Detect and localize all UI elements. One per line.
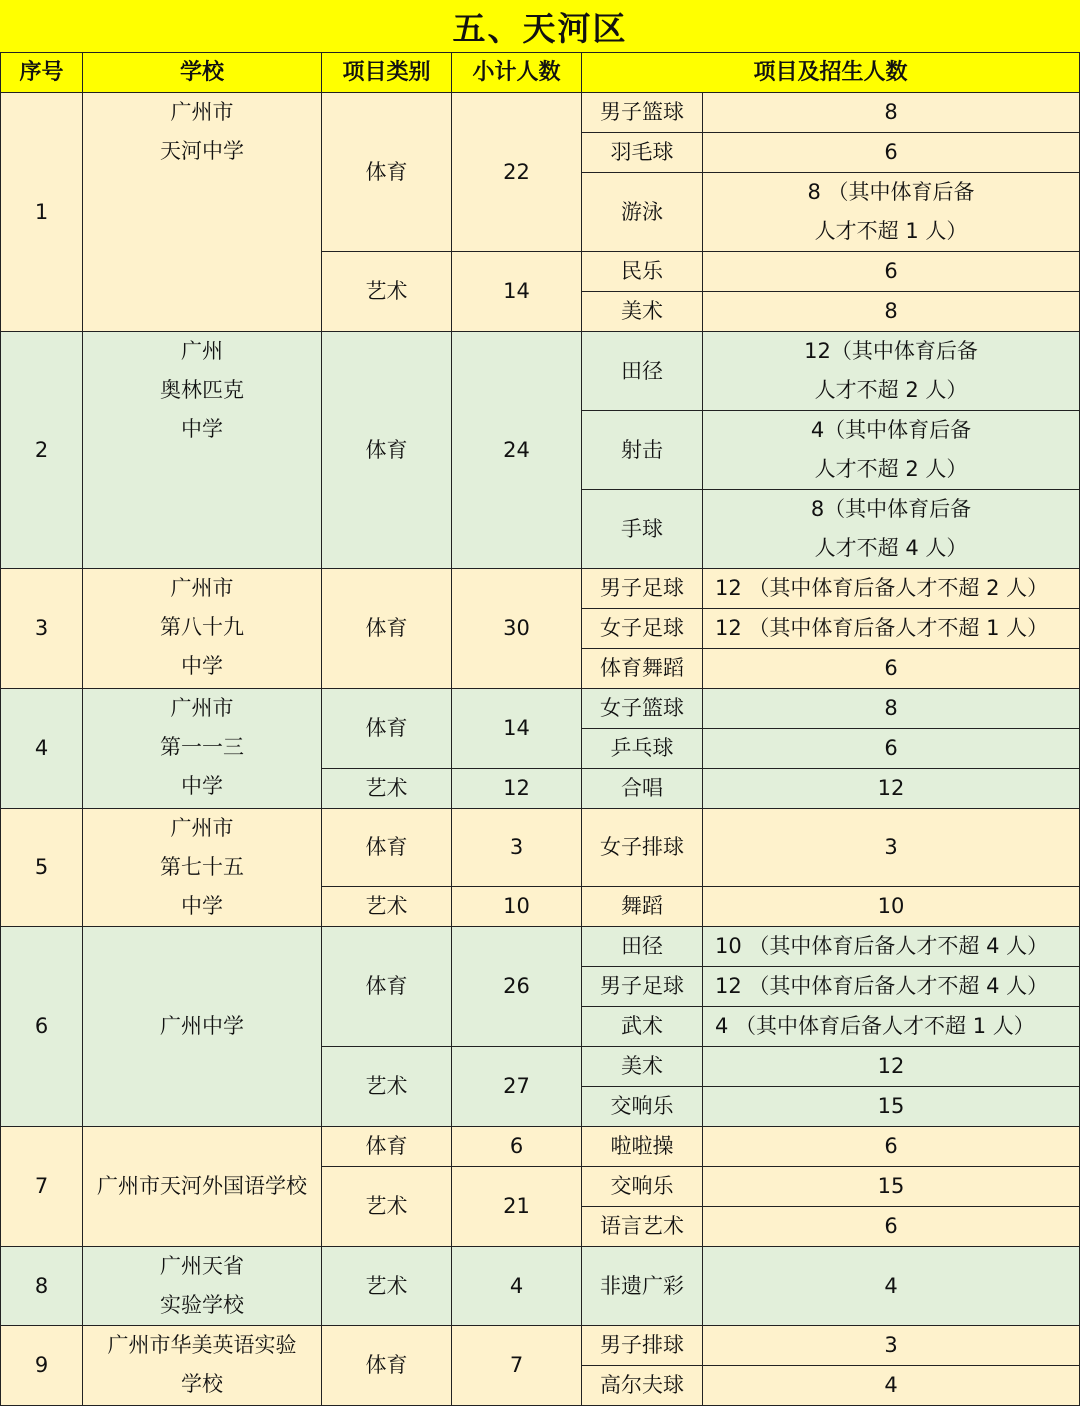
detail-line: 3	[884, 835, 898, 859]
seq-cell: 1	[1, 93, 83, 332]
school-name-line: 第一一三	[160, 735, 244, 759]
seq-cell: 5	[1, 809, 83, 927]
category-cell: 艺术	[322, 1047, 452, 1127]
detail-cell	[703, 252, 1080, 292]
detail-line: 12（其中体育后备	[804, 339, 978, 363]
detail-cell	[703, 649, 1080, 689]
project-cell: 男子排球	[582, 1326, 703, 1366]
detail-line: 12	[877, 1054, 905, 1078]
detail-cell	[703, 1087, 1080, 1127]
detail-line: 10 （其中体育后备人才不超 4 人）	[715, 934, 1049, 958]
seq-cell: 8	[1, 1247, 83, 1326]
detail-line: 4（其中体育后备	[810, 418, 972, 442]
project-cell: 美术	[582, 1047, 703, 1087]
subtotal-cell: 21	[452, 1167, 582, 1247]
subtotal-cell: 6	[452, 1127, 582, 1167]
detail-cell	[703, 887, 1080, 927]
detail-cell	[703, 292, 1080, 332]
enrollment-table	[0, 52, 1080, 1406]
subtotal-cell: 7	[452, 1326, 582, 1406]
header-category: 项目类别	[322, 53, 452, 93]
school-cell	[83, 569, 322, 689]
project-cell: 高尔夫球	[582, 1366, 703, 1406]
subtotal-cell: 12	[452, 769, 582, 809]
school-name-line: 中学	[181, 417, 223, 441]
table-body	[1, 93, 1080, 1406]
school-name-line: 广州市	[170, 576, 234, 600]
category-cell: 艺术	[322, 1167, 452, 1247]
project-cell: 男子篮球	[582, 93, 703, 133]
detail-cell	[703, 332, 1080, 411]
project-cell: 女子足球	[582, 609, 703, 649]
table-row	[1, 927, 1080, 967]
detail-line: 12 （其中体育后备人才不超 4 人）	[715, 974, 1049, 998]
detail-cell	[703, 927, 1080, 967]
category-cell: 艺术	[322, 887, 452, 927]
school-cell	[83, 1127, 322, 1247]
project-cell: 啦啦操	[582, 1127, 703, 1167]
school-name-line: 实验学校	[160, 1293, 244, 1317]
header-subtotal: 小计人数	[452, 53, 582, 93]
category-cell: 体育	[322, 927, 452, 1047]
detail-cell	[703, 1207, 1080, 1247]
detail-line: 10	[877, 894, 905, 918]
category-cell: 体育	[322, 332, 452, 569]
subtotal-cell: 10	[452, 887, 582, 927]
table-row	[1, 569, 1080, 609]
detail-cell	[703, 490, 1080, 569]
header-row	[1, 53, 1080, 93]
project-cell: 交响乐	[582, 1167, 703, 1207]
school-name-line: 广州市	[170, 696, 234, 720]
subtotal-cell: 4	[452, 1247, 582, 1326]
school-cell	[83, 1247, 322, 1326]
detail-cell	[703, 609, 1080, 649]
subtotal-cell: 22	[452, 93, 582, 252]
project-cell: 民乐	[582, 252, 703, 292]
detail-cell	[703, 769, 1080, 809]
category-cell: 艺术	[322, 769, 452, 809]
detail-cell	[703, 569, 1080, 609]
project-cell: 田径	[582, 332, 703, 411]
detail-cell	[703, 1007, 1080, 1047]
detail-line: 6	[884, 736, 898, 760]
category-cell: 艺术	[322, 252, 452, 332]
project-cell: 女子排球	[582, 809, 703, 887]
category-cell: 体育	[322, 1127, 452, 1167]
detail-cell	[703, 1167, 1080, 1207]
detail-line: 8	[884, 100, 898, 124]
table-row	[1, 1326, 1080, 1366]
project-cell: 交响乐	[582, 1087, 703, 1127]
school-cell	[83, 809, 322, 927]
category-cell: 体育	[322, 93, 452, 252]
subtotal-cell: 24	[452, 332, 582, 569]
school-name-line: 第七十五	[160, 855, 244, 879]
detail-line: 人才不超 4 人）	[814, 536, 968, 560]
school-name-line: 第八十九	[160, 615, 244, 639]
subtotal-cell: 27	[452, 1047, 582, 1127]
detail-line: 8（其中体育后备	[810, 497, 972, 521]
detail-line: 15	[877, 1174, 905, 1198]
detail-cell	[703, 1047, 1080, 1087]
detail-line: 6	[884, 656, 898, 680]
detail-line: 人才不超 2 人）	[814, 457, 968, 481]
project-cell: 乒乓球	[582, 729, 703, 769]
detail-cell	[703, 729, 1080, 769]
detail-line: 人才不超 2 人）	[814, 378, 968, 402]
detail-line: 4	[884, 1273, 898, 1298]
school-name-line: 学校	[181, 1372, 223, 1396]
detail-line: 6	[884, 140, 898, 164]
detail-line: 6	[884, 259, 898, 283]
school-cell	[83, 332, 322, 569]
project-cell: 非遗广彩	[582, 1247, 703, 1326]
school-name-line: 广州市华美英语实验	[107, 1333, 297, 1357]
subtotal-cell: 26	[452, 927, 582, 1047]
school-name-line: 中学	[181, 894, 223, 918]
project-cell: 武术	[582, 1007, 703, 1047]
school-name-line: 中学	[181, 654, 223, 678]
school-name-line: 天河中学	[160, 139, 244, 163]
subtotal-cell: 30	[452, 569, 582, 689]
project-cell: 女子篮球	[582, 689, 703, 729]
detail-cell	[703, 1247, 1080, 1326]
school-cell	[83, 689, 322, 809]
school-cell	[83, 93, 322, 332]
subtotal-cell: 14	[452, 252, 582, 332]
project-cell: 合唱	[582, 769, 703, 809]
category-cell: 体育	[322, 569, 452, 689]
project-cell: 游泳	[582, 173, 703, 252]
detail-cell	[703, 173, 1080, 252]
school-name-line: 广州	[181, 339, 223, 363]
project-cell: 舞蹈	[582, 887, 703, 927]
detail-cell	[703, 1127, 1080, 1167]
project-cell: 美术	[582, 292, 703, 332]
project-cell: 体育舞蹈	[582, 649, 703, 689]
detail-line: 6	[884, 1134, 898, 1158]
detail-line: 4 （其中体育后备人才不超 1 人）	[715, 1014, 1035, 1038]
detail-line: 4	[884, 1373, 898, 1397]
seq-cell: 9	[1, 1326, 83, 1406]
project-cell: 男子足球	[582, 967, 703, 1007]
page-title: 五、天河区	[0, 0, 1080, 52]
category-cell: 体育	[322, 1326, 452, 1406]
seq-cell: 2	[1, 332, 83, 569]
seq-cell: 6	[1, 927, 83, 1127]
category-cell: 艺术	[322, 1247, 452, 1326]
detail-line: 人才不超 1 人）	[814, 219, 968, 243]
detail-cell	[703, 1366, 1080, 1406]
detail-cell	[703, 689, 1080, 729]
detail-line: 3	[884, 1333, 898, 1357]
project-cell: 田径	[582, 927, 703, 967]
detail-cell	[703, 1326, 1080, 1366]
detail-line: 8 （其中体育后备	[807, 180, 975, 204]
detail-cell	[703, 411, 1080, 490]
category-cell: 体育	[322, 809, 452, 887]
school-name-line: 广州市	[170, 100, 234, 124]
header-seq: 序号	[1, 53, 83, 93]
detail-line: 8	[884, 299, 898, 323]
detail-line: 12 （其中体育后备人才不超 1 人）	[715, 616, 1049, 640]
school-name-line: 奥林匹克	[160, 378, 244, 402]
school-cell	[83, 1326, 322, 1406]
detail-cell	[703, 967, 1080, 1007]
detail-cell	[703, 809, 1080, 887]
header-detail: 项目及招生人数	[582, 53, 1080, 93]
header-school: 学校	[83, 53, 322, 93]
school-name-line: 广州市	[170, 816, 234, 840]
detail-line: 8	[884, 696, 898, 720]
detail-line: 12	[877, 776, 905, 800]
detail-line: 12 （其中体育后备人才不超 2 人）	[715, 576, 1049, 600]
project-cell: 射击	[582, 411, 703, 490]
school-cell	[83, 927, 322, 1127]
project-cell: 羽毛球	[582, 133, 703, 173]
table-row	[1, 93, 1080, 133]
seq-cell: 7	[1, 1127, 83, 1247]
seq-cell: 3	[1, 569, 83, 689]
table-row	[1, 689, 1080, 729]
school-name-line: 广州中学	[160, 1014, 244, 1038]
seq-cell: 4	[1, 689, 83, 809]
detail-cell	[703, 133, 1080, 173]
project-cell: 手球	[582, 490, 703, 569]
school-name-line: 中学	[181, 774, 223, 798]
project-cell: 男子足球	[582, 569, 703, 609]
table-row	[1, 1127, 1080, 1167]
subtotal-cell: 3	[452, 809, 582, 887]
detail-cell	[703, 93, 1080, 133]
detail-line: 15	[877, 1094, 905, 1118]
school-name-line: 广州天省	[160, 1254, 244, 1278]
category-cell: 体育	[322, 689, 452, 769]
school-name-line: 广州市天河外国语学校	[97, 1174, 307, 1198]
subtotal-cell: 14	[452, 689, 582, 769]
detail-line: 6	[884, 1214, 898, 1238]
project-cell: 语言艺术	[582, 1207, 703, 1247]
